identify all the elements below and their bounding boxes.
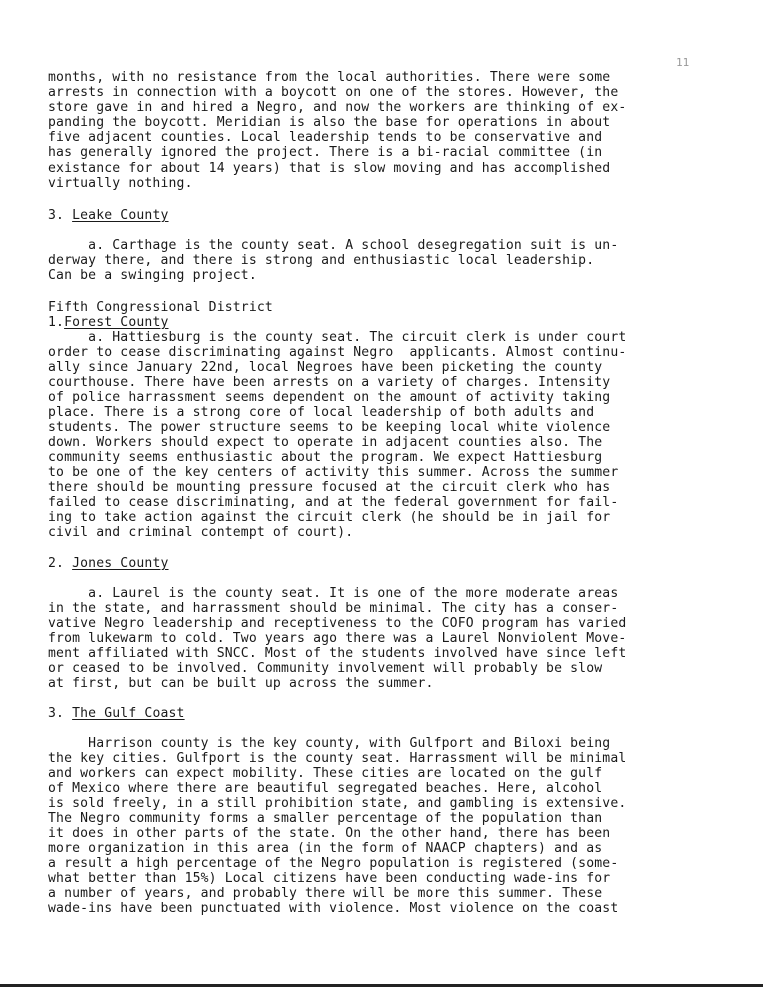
text-line: and workers can expect mobility. These cities are located on the gulf <box>48 766 603 781</box>
text-line: store gave in and hired a Negro, and now the workers are thinking of ex- <box>48 100 627 115</box>
text-line: there should be mounting pressure focused at the circuit clerk who has <box>48 480 611 495</box>
text-line: what better than 15%) Local citizens have been conducting wade-ins for <box>48 871 611 886</box>
section-title: Leake County <box>72 208 169 223</box>
page-number: 11 <box>676 56 690 69</box>
text-line: ing to take action against the circuit clerk (he should be in jail for <box>48 510 611 525</box>
text-line: civil and criminal contempt of court). <box>48 525 354 540</box>
text-line: or ceased to be involved. Community involvement will probably be slow <box>48 661 603 676</box>
text-line: ally since January 22nd, local Negroes have been picketing the county <box>48 360 603 375</box>
text-line: order to cease discriminating against Negro applicants. Almost continu- <box>48 345 627 360</box>
text-line: from lukewarm to cold. Two years ago there was a Laurel Nonviolent Move- <box>48 631 627 646</box>
text-line: the key cities. Gulfport is the county seat. Harrassment will be minimal <box>48 751 627 766</box>
text-line: vative Negro leadership and receptiveness to the COFO program has varied <box>48 616 627 631</box>
text-line: months, with no resistance from the local authorities. There were some <box>48 70 611 85</box>
text-line: it does in other parts of the state. On the other hand, there has been <box>48 826 611 841</box>
section-number: 3. <box>48 706 73 721</box>
text-line: a. Hattiesburg is the county seat. The circuit clerk is under court <box>48 330 627 345</box>
text-line: more organization in this area (in the form of NAACP chapters) and as <box>48 841 603 856</box>
section-number: 2. <box>48 556 73 571</box>
section-title: Jones County <box>72 556 169 571</box>
text-line: to be one of the key centers of activity this summer. Across the summer <box>48 465 619 480</box>
text-line: at first, but can be built up across the summer. <box>48 676 434 691</box>
text-line: The Negro community forms a smaller percentage of the population than <box>48 811 603 826</box>
text-line: is sold freely, in a still prohibition state, and gambling is extensive. <box>48 796 627 811</box>
text-line: failed to cease discriminating, and at the federal government for fail- <box>48 495 619 510</box>
text-line: in the state, and harrassment should be minimal. The city has a conser- <box>48 601 619 616</box>
section-number: 3. <box>48 208 73 223</box>
section-heading-jones <box>48 556 698 571</box>
text-line: courthouse. There have been arrests on a variety of charges. Intensity <box>48 375 611 390</box>
text-line: ment affiliated with SNCC. Most of the students involved have since left <box>48 646 627 661</box>
section-heading-gulf <box>48 706 698 721</box>
text-line: a. Carthage is the county seat. A school desegregation suit is un- <box>48 238 619 253</box>
section-heading-leake <box>48 208 698 223</box>
text-line: panding the boycott. Meridian is also the base for operations in about <box>48 115 611 130</box>
text-line: place. There is a strong core of local leadership of both adults and <box>48 405 595 420</box>
text-line: arrests in connection with a boycott on one of the stores. However, the <box>48 85 619 100</box>
section-heading-forest <box>48 315 698 330</box>
section-number: 1. <box>48 315 65 330</box>
text-line: of Mexico where there are beautiful segregated beaches. Here, alcohol <box>48 781 603 796</box>
page-bottom-border <box>0 984 763 987</box>
text-line: down. Workers should expect to operate in adjacent counties also. The <box>48 435 603 450</box>
text-line: derway there, and there is strong and enthusiastic local leadership. <box>48 253 595 268</box>
text-line: of police harrassment seems dependent on the amount of activity taking <box>48 390 611 405</box>
text-line: Harrison county is the key county, with Gulfport and Biloxi being <box>48 736 611 751</box>
section-title: Forest County <box>64 315 169 330</box>
text-line: existance for about 14 years) that is slow moving and has accomplished <box>48 161 611 176</box>
section-title: The Gulf Coast <box>72 706 185 721</box>
text-line: a number of years, and probably there will be more this summer. These <box>48 886 603 901</box>
text-line: has generally ignored the project. There is a bi-racial committee (in <box>48 145 603 160</box>
text-line: wade-ins have been punctuated with violence. Most violence on the coast <box>48 901 619 916</box>
district-heading: Fifth Congressional District <box>48 300 273 315</box>
text-line: Can be a swinging project. <box>48 268 257 283</box>
text-line: students. The power structure seems to be keeping local white violence <box>48 420 611 435</box>
text-line: community seems enthusiastic about the program. We expect Hattiesburg <box>48 450 603 465</box>
text-line: a. Laurel is the county seat. It is one of the more moderate areas <box>48 586 619 601</box>
text-line: virtually nothing. <box>48 176 193 191</box>
text-line: five adjacent counties. Local leadership tends to be conservative and <box>48 130 603 145</box>
text-line: a result a high percentage of the Negro population is registered (some- <box>48 856 619 871</box>
